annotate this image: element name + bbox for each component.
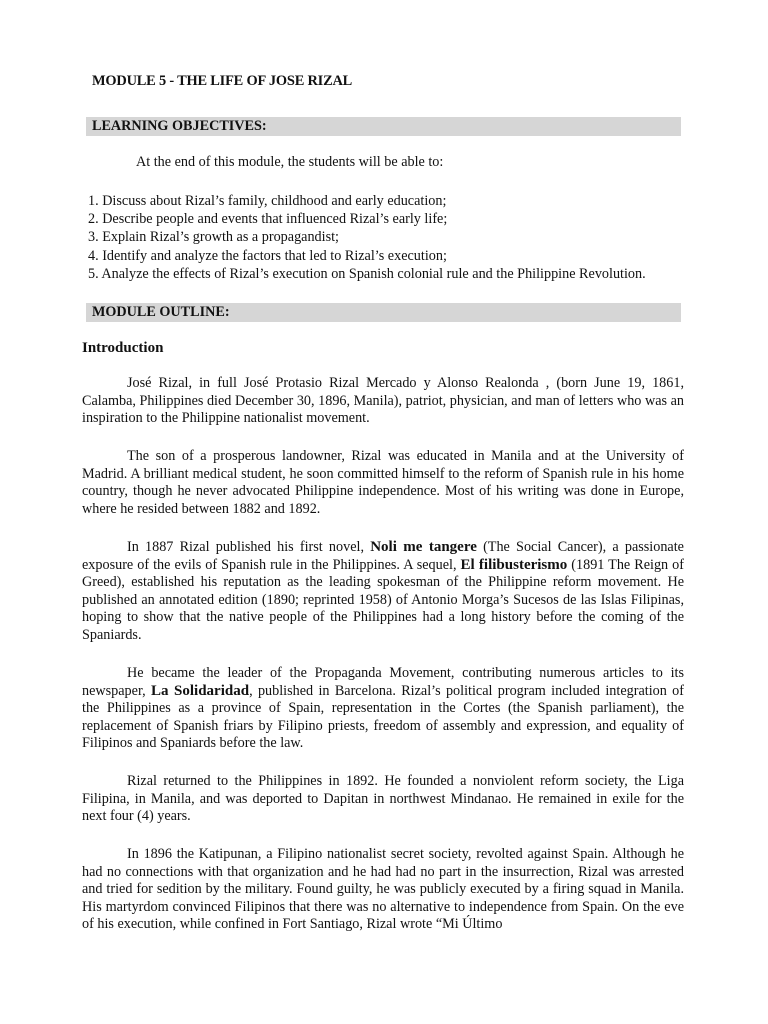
module-outline-header: MODULE OUTLINE: [86,303,681,322]
paragraph-exile: Rizal returned to the Philippines in 1892. He founded a nonviolent reform society, the Liga Filipina, in Manila, and was deported to Dapitan in northwest Mindanao. He remained in exile for the next four (4) years. [82,773,684,825]
paragraph-education: The son of a prosperous landowner, Rizal was educated in Manila and at the University of Madrid. A brilliant medical student, he soon committed himself to the reform of Spanish rule in his home country, though he never advocated Philippine independence. Most of his writing was done in Europe, where he resided between 1882 and 1892. [82,448,684,517]
objective-item: 4. Identify and analyze the factors that led to Rizal’s execution; [88,247,447,264]
text-span: In 1887 Rizal published his first novel, [127,539,371,555]
learning-objectives-header: LEARNING OBJECTIVES: [86,117,681,136]
text-span: , published in Barcelona. Rizal’s political program included integration of the Philippines as a province of Spain, representation in the Cortes (the Spanish parliament), the replacement of Spanish friars by Filipino priests, freedom of assembly and expression, and equality of Filipinos and Spaniards before the law. [82,682,684,752]
text-span: (The Social Cancer), a passionate exposure of the evils of Spanish rule in the Philippines. A sequel, [82,539,684,573]
objectives-list [88,192,646,283]
objective-item: 1. Discuss about Rizal’s family, childhood and early education; [88,193,447,209]
paragraph-execution: In 1896 the Katipunan, a Filipino nationalist secret society, revolted against Spain. Although he had no connections with that organization and he had had no part in the insurrection, Rizal was arrested and tried for sedition by the military. Found guilty, he was publicly executed by a firing squad in Manila. His martyrdom convinced Filipinos that there was no alternative to independence from Spain. On the eve of his execution, while confined in Fort Santiago, Rizal wrote “Mi Último [82,846,684,933]
text-span: He became the leader of the Propaganda Movement, contributing numerous articles to its newspaper, [82,665,684,699]
objective-item: 5. Analyze the effects of Rizal’s execution on Spanish colonial rule and the Philippine Revolution. [88,265,646,282]
newspaper-title: La Solidaridad [150,682,250,699]
novel-title-noli: Noli me tangere [370,539,477,555]
introduction-heading: Introduction [82,340,164,356]
paragraph-rizal-bio: José Rizal, in full José Protasio Rizal Mercado y Alonso Realonda , (born June 19, 1861, Calamba, Philippines died December 30, 1896, Manila), patriot, physician, and man of letters who was an inspiration to the Philippine nationalist movement. [82,375,684,427]
objective-item: 3. Explain Rizal’s growth as a propagandist; [88,229,339,246]
novel-title-fili: El filibusterismo [460,556,568,573]
objective-item: 2. Describe people and events that influenced Rizal’s early life; [88,211,448,228]
text-span: (1891 The Reign of Greed), established his reputation as the leading spokesman of the Philippine reform movement. He published an annotated edition (1890; reprinted 1958) of Antonio Morga’s Sucesos de las Islas Filipinas, hoping to show that the native people of the Philippines had a long history before the coming of the Spaniards. [82,556,684,643]
paragraph-propaganda [82,665,684,753]
paragraph-novels [82,539,684,645]
module-title: MODULE 5 - THE LIFE OF JOSE RIZAL [92,73,353,89]
objectives-intro: At the end of this module, the students will be able to: [136,154,444,170]
